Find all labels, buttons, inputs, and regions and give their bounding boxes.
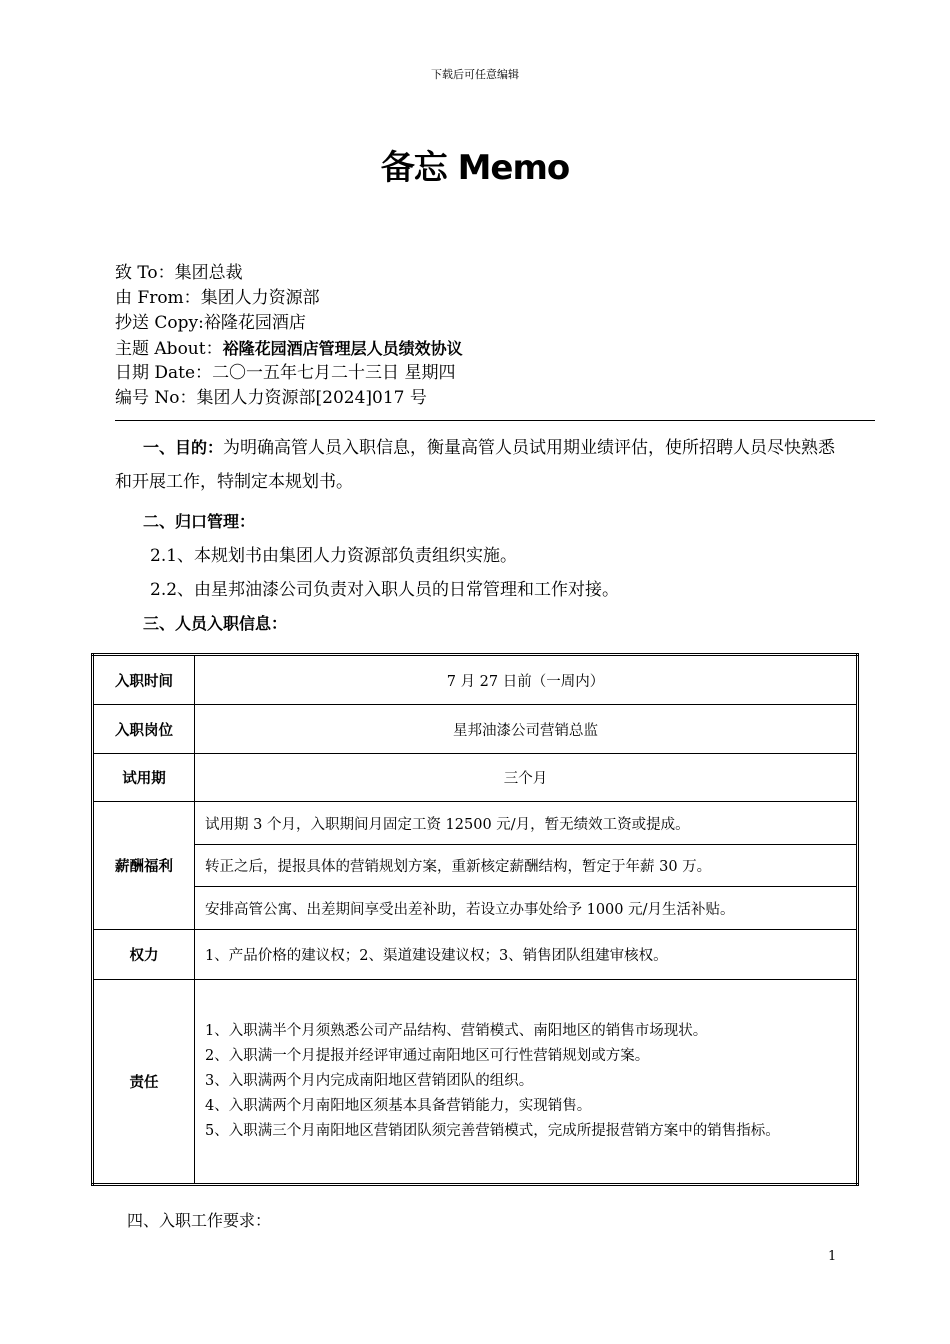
- purpose-text: 为明确高管人员入职信息，衡量高管人员试用期业绩评估，使所招聘人员尽快熟悉和开展工作，特制定本规划书。: [115, 438, 836, 492]
- from-label: 由 From：: [115, 288, 201, 308]
- duty-list: [195, 980, 858, 1185]
- section-requirements-heading: 四、入职工作要求：: [127, 1211, 272, 1230]
- table-row: [93, 655, 858, 705]
- header-to: [115, 261, 243, 286]
- about-value: 裕隆花园酒店管理层人员绩效协议: [222, 339, 463, 358]
- section-purpose: [115, 431, 845, 499]
- table-row: [93, 802, 858, 845]
- table-row: [93, 705, 858, 754]
- copy-value: 裕隆花园酒店: [203, 313, 306, 333]
- to-label: 致 To：: [115, 263, 175, 283]
- from-value: 集团人力资源部: [200, 288, 320, 308]
- entry-info-table: [91, 653, 859, 1186]
- table-row: [93, 845, 858, 887]
- salary-item-2: 转正之后，提报具体的营销规划方案，重新核定薪酬结构，暂定于年薪 30 万。: [195, 845, 858, 887]
- position-label: 入职岗位: [93, 705, 195, 754]
- duty-item-5: 5、入职满三个月南阳地区营销团队须完善营销模式，完成所提报营销方案中的销售指标。: [205, 1123, 780, 1139]
- duty-label: 责任: [93, 980, 195, 1185]
- section-management-heading: 二、归口管理：: [143, 512, 256, 531]
- salary-item-3: 安排高管公寓、出差期间享受出差补助，若设立办事处给予 1000 元/月生活补贴。: [195, 887, 858, 930]
- duty-item-3: 3、入职满两个月内完成南阳地区营销团队的组织。: [205, 1073, 534, 1089]
- memo-title: 备忘 Memo: [380, 148, 570, 188]
- probation-value: 三个月: [195, 754, 858, 802]
- table-row: [93, 754, 858, 802]
- page-number: 1: [828, 1249, 837, 1264]
- management-item-1: 2.1、本规划书由集团人力资源部负责组织实施。: [150, 546, 518, 566]
- header-number: [115, 386, 427, 411]
- duty-item-4: 4、入职满两个月南阳地区须基本具备营销能力，实现销售。: [205, 1098, 592, 1114]
- about-label: 主题 About：: [115, 339, 223, 359]
- copy-label: 抄送 Copy:: [115, 313, 204, 333]
- table-row: [93, 980, 858, 1185]
- probation-label: 试用期: [93, 754, 195, 802]
- entry-time-label: 入职时间: [93, 655, 195, 705]
- header-copy: [115, 311, 306, 336]
- table-row: [93, 887, 858, 930]
- header-about: [115, 336, 463, 362]
- duty-item-2: 2、入职满一个月提报并经评审通过南阳地区可行性营销规划或方案。: [205, 1048, 650, 1064]
- duty-item-1: 1、入职满半个月须熟悉公司产品结构、营销模式、南阳地区的销售市场现状。: [205, 1023, 708, 1039]
- header-from: [115, 286, 320, 311]
- date-value: 二〇一五年七月二十三日 星期四: [212, 363, 456, 383]
- purpose-heading: 一、目的：: [143, 438, 224, 457]
- header-date: [115, 361, 455, 386]
- number-label: 编号 No：: [115, 388, 197, 408]
- position-value: 星邦油漆公司营销总监: [195, 705, 858, 754]
- date-label: 日期 Date：: [115, 363, 213, 383]
- header-divider: [115, 420, 875, 421]
- salary-label: 薪酬福利: [93, 802, 195, 930]
- section-entry-info-heading: 三、人员入职信息：: [143, 614, 288, 633]
- power-value: 1、产品价格的建议权；2、渠道建设建议权；3、销售团队组建审核权。: [195, 930, 858, 980]
- power-label: 权力: [93, 930, 195, 980]
- entry-time-value: 7 月 27 日前（一周内）: [195, 655, 858, 705]
- table-row: [93, 930, 858, 980]
- to-value: 集团总裁: [174, 263, 243, 283]
- management-item-2: 2.2、由星邦油漆公司负责对入职人员的日常管理和工作对接。: [150, 580, 620, 600]
- top-note: 下载后可任意编辑: [431, 68, 519, 81]
- salary-item-1: 试用期 3 个月，入职期间月固定工资 12500 元/月，暂无绩效工资或提成。: [195, 802, 858, 845]
- number-value: 集团人力资源部[2024]017 号: [196, 388, 427, 408]
